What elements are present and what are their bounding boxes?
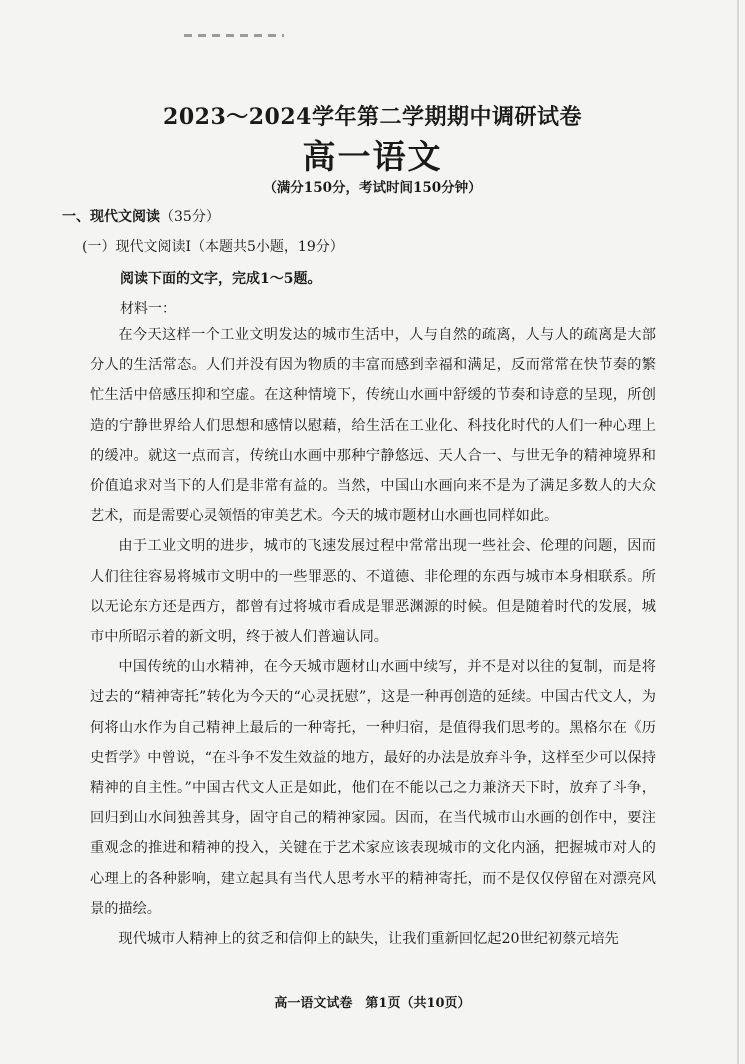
paragraph: 由于工业文明的进步，城市的飞速发展过程中常常出现一些社会、伦理的问题，因而人们往往容易将城市文明中的一些罪恶的、不道德、非伦理的东西与城市本身相联系。所以无论东方还是西方，都曾有过将城市看成是罪恶渊源的时候。但是随着时代的发展，城市中所昭示着的新文明，终于被人们普遍认同。 [90,538,656,646]
page-footer: 高一语文试卷 第1页（共10页） [274,996,471,1011]
exam-note: （满分150分，考试时间150分钟） [263,180,482,196]
subsection-title: (一）现代文阅读Ⅰ [82,239,191,255]
subsection-heading [82,236,344,256]
subsection-note: （本题共5小题，19分） [191,239,344,255]
material-text [90,320,656,954]
section-heading [62,206,220,226]
paragraph: 中国传统的山水精神，在今天城市题材山水画中续写，并不是对以往的复制，而是将过去的“精神寄托”转化为今天的“心灵抚慰”，这是一种再创造的延续。中国古代文人，为何将山水作为自己精神上最后的一种寄托，一种归宿，是值得我们思考的。黑格尔在《历史哲学》中曾说，“在斗争不发生效益的地方，最好的办法是放弃斗争，这样至少可以保持精神的自主性。”中国古代文人正是如此，他们在不能以己之力兼济天下时，放弃了斗争，回归到山水间独善其身，固守自己的精神家园。因而，在当代城市山水画的创作中，要注重观念的推进和精神的投入，关键在于艺术家应该表现城市的文化内涵，把握城市对人的心理上的各种影响，建立起具有当代人思考水平的精神寄托，而不是仅仅停留在对漂亮风景的描绘。 [90,659,656,917]
section-title: 一、现代文阅读 [62,209,160,225]
paragraph: 现代城市人精神上的贫乏和信仰上的缺失，让我们重新回忆起20世纪初蔡元培先 [118,931,619,948]
reading-instruction: 阅读下面的文字，完成1～5题。 [120,271,322,287]
subject-title: 高一语文 [302,137,443,176]
material-label: 材料一： [120,301,176,317]
section-points: （35分） [160,209,220,225]
paragraph: 在今天这样一个工业文明发达的城市生活中，人与自然的疏离，人与人的疏离是大部分人的生活常态。人们并没有因为物质的丰富而感到幸福和满足，反而常常在快节奏的繁忙生活中倍感压抑和空虚。在这种情境下，传统山水画中舒缓的节奏和诗意的呈现，所创造的宁静世界给人们思想和感情以慰藉，给生活在工业化、科技化时代的人们一种心理上的缓冲。就这一点而言，传统山水画中那种宁静悠远、天人合一、与世无争的精神境界和价值追求对当下的人们是非常有益的。当然，中国山水画向来不是为了满足多数人的大众艺术，而是需要心灵领悟的审美艺术。今天的城市题材山水画也同样如此。 [90,327,656,525]
scan-edge [737,0,739,1064]
scan-artifact [184,34,284,37]
exam-title: 2023～2024学年第二学期期中调研试卷 [163,104,582,130]
